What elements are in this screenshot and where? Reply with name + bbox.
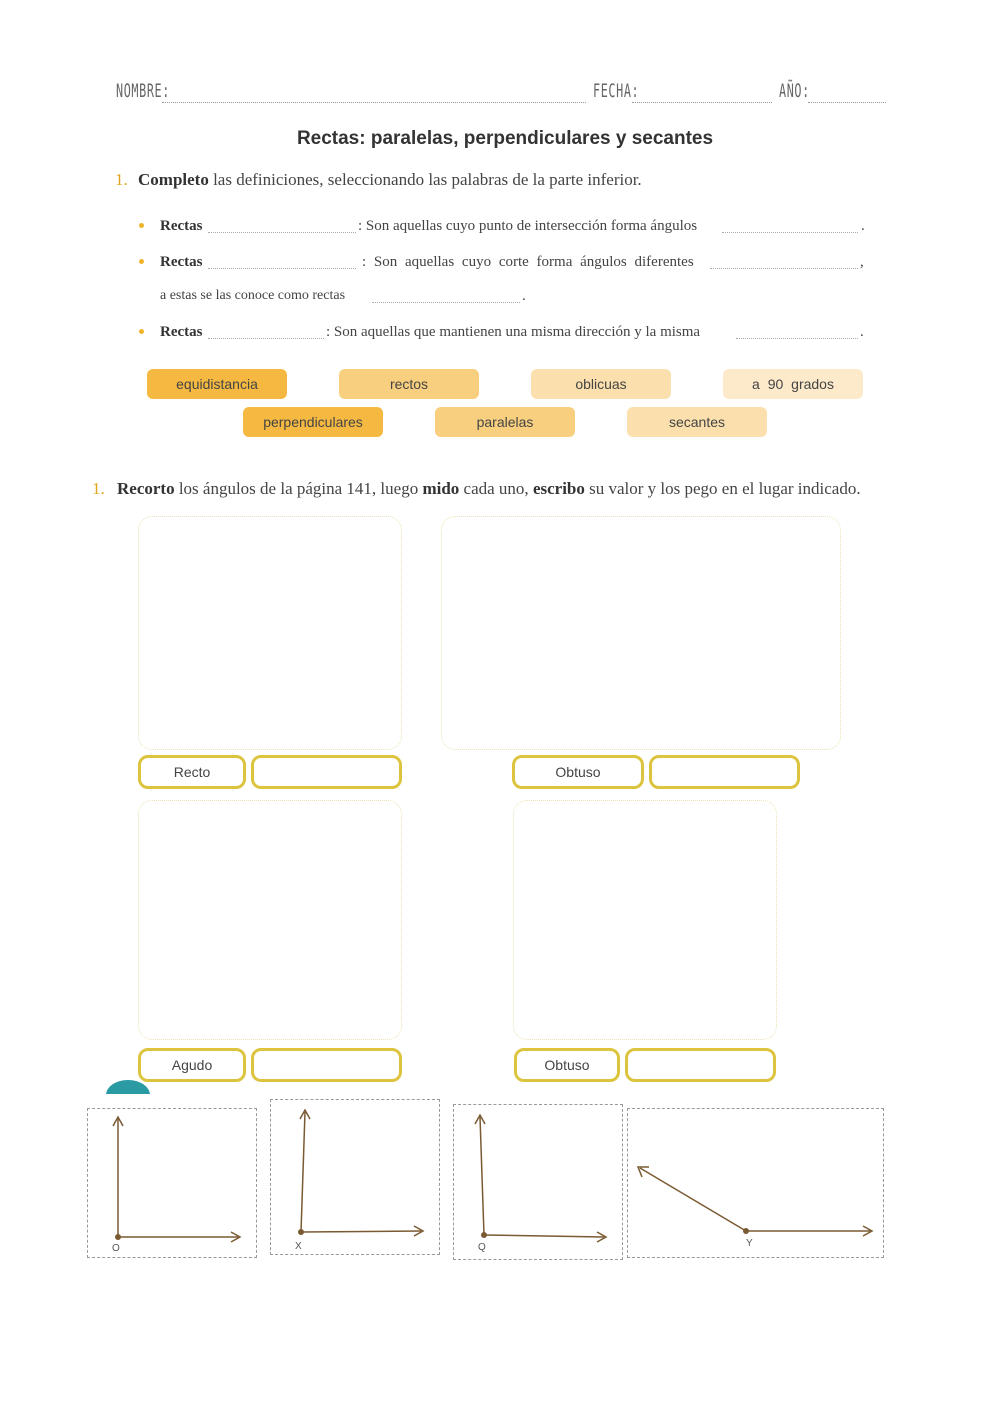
def3-word: Rectas [160, 324, 203, 340]
vertex-label-q: Q [478, 1242, 486, 1253]
word-chip-equidistancia[interactable]: equidistancia [147, 369, 287, 399]
exercise2-instruction: Recorto los ángulos de la página 141, luego mido cada uno, escribo su valor y los pego en el lugar indicado. [117, 479, 861, 498]
book-logo-icon [106, 1080, 150, 1094]
exercise1-bold: Completo [138, 170, 209, 189]
def2-end: , [860, 254, 864, 270]
bullet-1 [139, 223, 144, 228]
paste-area-4[interactable] [513, 800, 777, 1040]
def2-word: Rectas [160, 254, 203, 270]
def2-text: : Son aquellas cuyo corte forma ángulos diferentes [362, 254, 694, 270]
def2-blank-a[interactable] [208, 268, 356, 269]
ano-field[interactable] [808, 102, 886, 103]
ano-label: AÑO: [779, 80, 810, 102]
word-chip-secantes[interactable]: secantes [627, 407, 767, 437]
word-chip-oblicuas[interactable]: oblicuas [531, 369, 671, 399]
angle-q-drawing [454, 1105, 624, 1261]
exercise2-number: 1. [92, 479, 105, 498]
def1-text: : Son aquellas cuyo punto de intersección forma ángulos [358, 218, 698, 234]
angle-x-drawing [271, 1100, 441, 1256]
angle-y-drawing [628, 1109, 885, 1259]
bullet-3 [139, 329, 144, 334]
answer-box-2[interactable] [649, 755, 800, 789]
bullet-2 [139, 259, 144, 264]
vertex-label-o: O [112, 1243, 120, 1254]
paste-area-1[interactable] [138, 516, 402, 750]
label-obtuso-2: Obtuso [514, 1048, 620, 1082]
vertex-label-x: X [295, 1241, 302, 1252]
word-chip-perpendiculares[interactable]: perpendiculares [243, 407, 383, 437]
exercise1-text: las definiciones, seleccionando las palabras de la parte inferior. [208, 170, 642, 189]
fecha-field[interactable] [632, 102, 772, 103]
paste-area-2[interactable] [441, 516, 841, 750]
def1-end: . [861, 218, 865, 234]
fecha-label: FECHA: [593, 80, 640, 102]
paste-area-3[interactable] [138, 800, 402, 1040]
word-chip-rectos[interactable]: rectos [339, 369, 479, 399]
nombre-label: NOMBRE: [116, 80, 170, 102]
angle-o-drawing [88, 1109, 258, 1259]
nombre-field[interactable] [162, 102, 586, 103]
def1-blank-a[interactable] [208, 232, 356, 233]
def2-blank-b[interactable] [710, 268, 858, 269]
def3-blank-b[interactable] [736, 338, 858, 339]
word-chip-paralelas[interactable]: paralelas [435, 407, 575, 437]
exercise1-number: 1. [115, 170, 128, 189]
def2-line2: a estas se las conoce como rectas [160, 288, 346, 303]
def3-blank-a[interactable] [208, 338, 324, 339]
word-chip-a-90-grados[interactable]: a 90 grados [723, 369, 863, 399]
def1-blank-b[interactable] [722, 232, 858, 233]
def1-word: Rectas [160, 218, 203, 234]
def2-blank-c[interactable] [372, 302, 520, 303]
label-agudo: Agudo [138, 1048, 246, 1082]
def3-text: : Son aquellas que mantienen una misma dirección y la misma [326, 324, 701, 340]
exercise1-instruction [138, 170, 642, 190]
angle-card-o[interactable] [87, 1108, 257, 1258]
angle-card-x[interactable] [270, 1099, 440, 1255]
answer-box-1[interactable] [251, 755, 402, 789]
page-title: Rectas: paralelas, perpendiculares y secantes [296, 128, 714, 149]
def3-end: . [860, 324, 864, 340]
label-obtuso-1: Obtuso [512, 755, 644, 789]
answer-box-4[interactable] [625, 1048, 776, 1082]
vertex-label-y: Y [746, 1238, 753, 1249]
angle-card-q[interactable] [453, 1104, 623, 1260]
def2-end2: . [522, 288, 526, 304]
answer-box-3[interactable] [251, 1048, 402, 1082]
label-recto: Recto [138, 755, 246, 789]
angle-card-y[interactable] [627, 1108, 884, 1258]
